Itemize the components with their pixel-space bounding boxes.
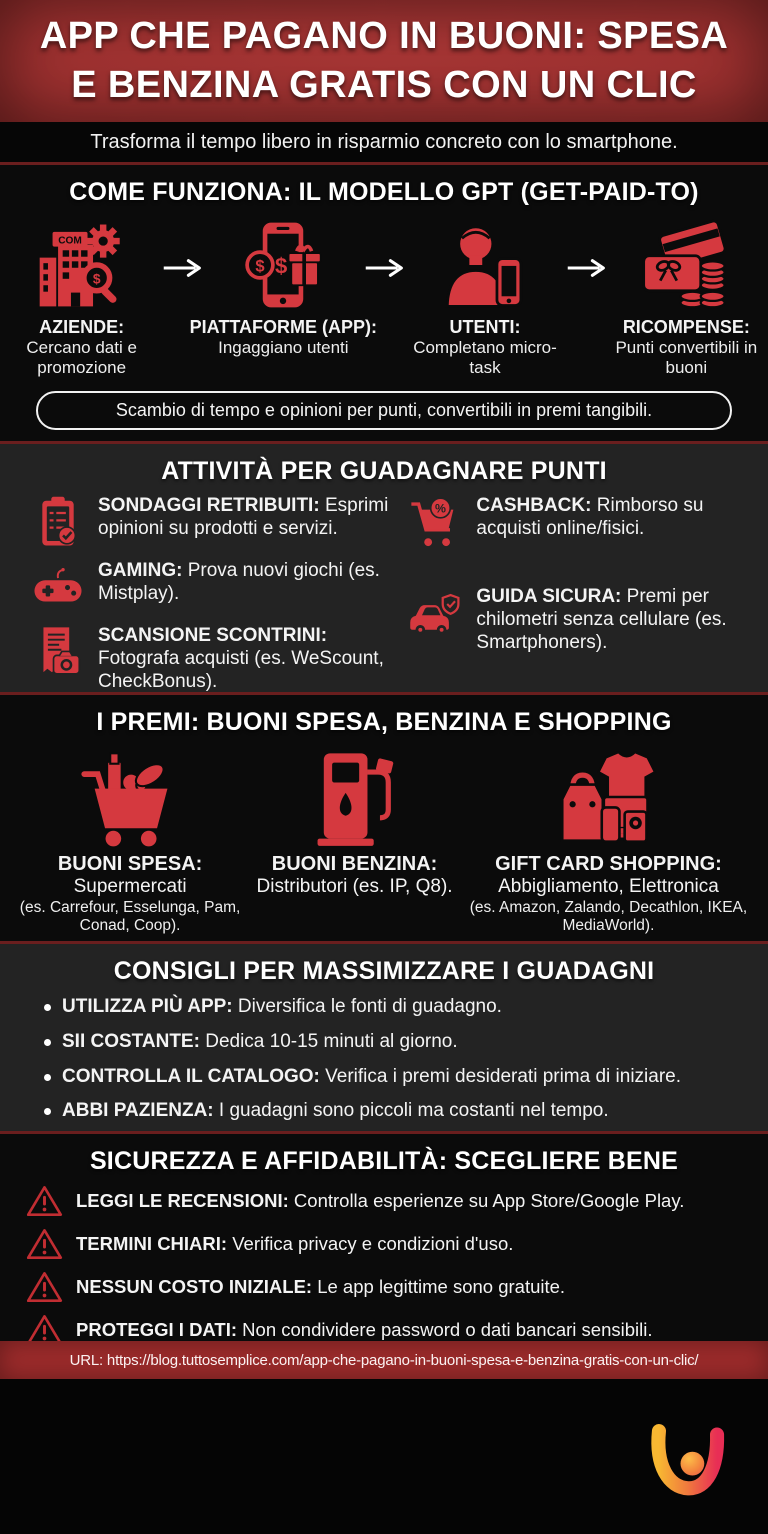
grocery-cart-icon: [78, 745, 182, 849]
section-rewards: [0, 695, 768, 941]
source-url-text: URL: https://blog.tuttosemplice.com/app-che-pagano-in-buoni-spesa-e-benzina-gratis-con-un-clic/: [69, 1351, 699, 1369]
arrow-right-icon: [161, 257, 203, 279]
step-description: Punti convertibili in buoni: [615, 338, 758, 378]
reward-description: Supermercati: [73, 876, 187, 897]
footer: [0, 1379, 768, 1534]
bullet-dot: [44, 1074, 51, 1081]
reward-item: [465, 745, 752, 935]
step-description: Cercano dati e promozione: [26, 338, 137, 378]
tuttosemplice-logo-icon: [644, 1417, 732, 1505]
activity-description: Rimborso su acquisti online/fisici.: [476, 495, 704, 540]
arrow-right-icon: [565, 257, 607, 279]
safety-label: NESSUN COSTO INIZIALE:: [76, 1276, 313, 1298]
safety-item: [26, 1184, 744, 1218]
bullet-dot: [44, 1108, 51, 1115]
svg-text:COM: COM: [57, 235, 82, 247]
safety-item: [26, 1270, 744, 1304]
activity-label: GAMING:: [98, 560, 183, 581]
svg-text:%: %: [435, 501, 447, 516]
reward-description: Abbigliamento, Elettronica: [498, 876, 719, 897]
safety-label: PROTEGGI I DATI:: [76, 1319, 238, 1341]
cart-percent-icon: [408, 494, 464, 550]
tip-label: UTILIZZA PIÙ APP:: [62, 996, 233, 1017]
gamepad-icon: [30, 559, 86, 615]
header-banner: [0, 0, 768, 122]
subtitle-text: Trasforma il tempo libero in risparmio concreto con lo smartphone.: [90, 130, 678, 153]
tip-description: Dedica 10-15 minuti al giorno.: [205, 1030, 458, 1052]
activity-item: [30, 624, 408, 694]
source-url-bar: [0, 1341, 768, 1379]
activity-label: SCANSIONE SCONTRINI:: [98, 625, 328, 646]
tip-description: I guadagni sono piccoli ma costanti nel tempo.: [218, 1100, 609, 1122]
arrow-right-icon: [363, 257, 405, 279]
activity-label: SONDAGGI RETRIBUITI:: [98, 495, 320, 516]
activity-item: [408, 585, 744, 655]
svg-text:$: $: [275, 253, 288, 279]
activity-label: GUIDA SICURA:: [476, 586, 622, 607]
car-shield-icon: [408, 585, 464, 641]
page-title: APP CHE PAGANO IN BUONI: SPESA E BENZINA GRATIS CON UN CLIC: [39, 14, 729, 106]
user-phone-icon: [439, 219, 531, 311]
warning-triangle-icon: [26, 1184, 63, 1218]
tip-item: [44, 1031, 748, 1054]
tip-item: [44, 996, 748, 1019]
activity-item: [30, 494, 408, 550]
activity-description: Fotografa acquisti (es. WeScount, CheckBonus).: [98, 648, 384, 693]
section-safety: [0, 1134, 768, 1341]
subtitle-bar: [0, 122, 768, 165]
safety-description: Non condividere password o dati bancari sensibili.: [242, 1319, 653, 1341]
activities-title: ATTIVITÀ PER GUADAGNARE PUNTI: [161, 457, 607, 485]
reward-item: [16, 745, 244, 935]
warning-triangle-icon: [26, 1227, 63, 1261]
reward-examples: (es. Amazon, Zalando, Decathlon, IKEA, MediaWorld).: [469, 898, 748, 935]
step-ricompense: [607, 219, 766, 379]
rewards-title: I PREMI: BUONI SPESA, BENZINA E SHOPPING: [96, 708, 672, 736]
summary-banner-text: Scambio di tempo e opinioni per punti, convertibili in premi tangibili.: [115, 399, 653, 420]
bullet-dot: [44, 1039, 51, 1046]
svg-text:$: $: [92, 271, 101, 287]
safety-title: SICUREZZA E AFFIDABILITÀ: SCEGLIERE BENE: [89, 1147, 679, 1175]
safety-description: Verifica privacy e condizioni d'uso.: [232, 1233, 514, 1255]
activity-item: [408, 494, 744, 550]
reward-examples: (es. Carrefour, Esselunga, Pam, Conad, Coop).: [19, 898, 241, 935]
safety-label: TERMINI CHIARI:: [76, 1233, 228, 1255]
receipt-camera-icon: [30, 624, 86, 680]
reward-label: BUONI BENZINA:: [271, 853, 438, 875]
summary-banner: [36, 391, 732, 430]
activity-label: CASHBACK:: [476, 495, 592, 516]
tips-title: CONSIGLI PER MASSIMIZZARE I GUADAGNI: [113, 957, 655, 985]
step-description: Ingaggiano utenti: [218, 338, 349, 357]
reward-label: GIFT CARD SHOPPING:: [495, 853, 722, 875]
safety-item: [26, 1227, 744, 1261]
tip-description: Diversifica le fonti di guadagno.: [237, 996, 502, 1017]
activity-description: Prova nuovi giochi (es. Mistplay).: [98, 560, 380, 605]
tip-label: ABBI PAZIENZA:: [62, 1100, 214, 1122]
svg-text:$: $: [255, 256, 265, 276]
step-piattaforme: [189, 219, 377, 358]
section-tips: [0, 944, 768, 1131]
tip-label: SII COSTANTE:: [62, 1030, 200, 1052]
tip-description: Verifica i premi desiderati prima di iniziare.: [325, 1065, 682, 1087]
gpt-flow-diagram: [0, 213, 768, 379]
safety-description: Controlla esperienze su App Store/Google Play.: [293, 1190, 685, 1212]
tip-item: [44, 1066, 748, 1089]
step-label: UTENTI:: [449, 317, 521, 337]
fuel-pump-icon: [303, 745, 407, 849]
phone-money-gift-icon: [237, 219, 329, 311]
step-label: PIATTAFORME (APP):: [189, 317, 377, 337]
activity-description: Premi per chilometri senza cellulare (es. Smartphoners).: [476, 586, 727, 654]
activity-description: Esprimi opinioni su prodotti e servizi.: [98, 495, 389, 540]
step-aziende: [2, 219, 161, 379]
warning-triangle-icon: [26, 1270, 63, 1304]
tip-label: CONTROLLA IL CATALOGO:: [62, 1065, 320, 1087]
how-it-works-title: COME FUNZIONA: IL MODELLO GPT (GET-PAID-TO): [69, 178, 699, 206]
reward-label: BUONI SPESA:: [57, 853, 203, 875]
step-label: AZIENDE:: [39, 317, 125, 337]
giftcard-coins-icon: [640, 219, 732, 311]
safety-description: Le app legittime sono gratuite.: [317, 1276, 566, 1298]
safety-label: LEGGI LE RECENSIONI:: [76, 1190, 289, 1212]
company-search-icon: [36, 219, 128, 311]
step-description: Completano micro-task: [413, 338, 557, 378]
tip-item: [44, 1100, 748, 1123]
reward-description: Distributori (es. IP, Q8).: [256, 876, 453, 897]
section-how-it-works: [0, 165, 768, 441]
bullet-dot: [44, 1004, 51, 1011]
reward-item: [244, 745, 465, 935]
clipboard-check-icon: [30, 494, 86, 550]
shopping-bags-icon: [556, 745, 660, 849]
step-utenti: [405, 219, 564, 379]
step-label: RICOMPENSE:: [622, 317, 750, 337]
section-activities: [0, 444, 768, 692]
activity-item: [30, 559, 408, 615]
